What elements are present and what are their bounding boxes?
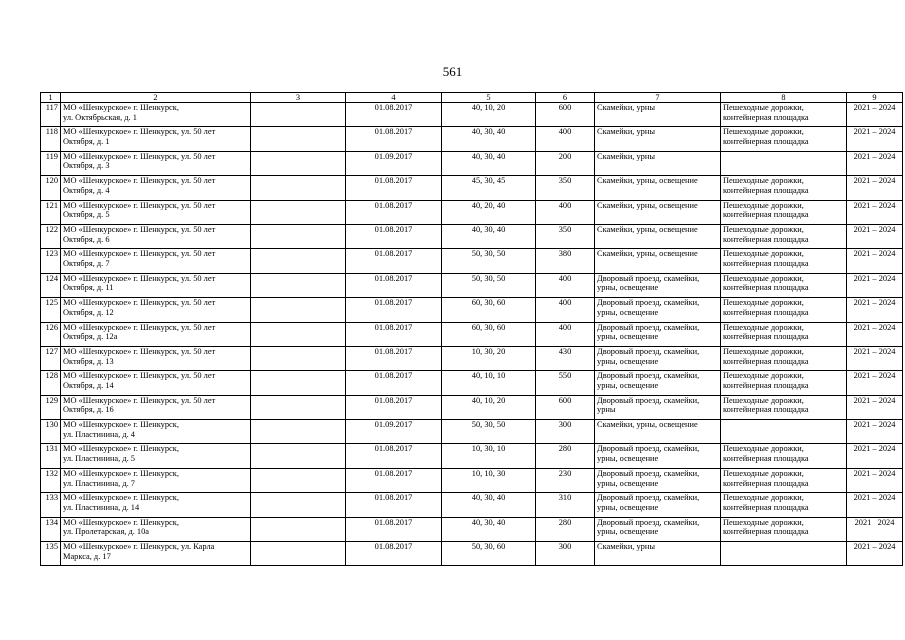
column-3-cell	[251, 542, 346, 566]
period-cell: 2021 – 2024	[847, 493, 903, 517]
table-row	[41, 493, 903, 517]
address-cell: МО «Шенкурское» г. Шенкурск, ул. 50 лет Октября, д. 16	[61, 395, 251, 419]
row-number-cell: 127	[41, 346, 61, 370]
column-3-cell	[251, 273, 346, 297]
date-cell: 01.08.2017	[346, 395, 442, 419]
date-cell: 01.08.2017	[346, 273, 442, 297]
table-row	[41, 468, 903, 492]
header-cell-4: 4	[346, 93, 442, 103]
table-row	[41, 273, 903, 297]
params-cell: 40, 30, 40	[442, 127, 536, 151]
params-cell: 40, 10, 20	[442, 103, 536, 127]
elements-cell: Дворовый проезд, скамейки, урны, освещение	[595, 322, 721, 346]
date-cell: 01.08.2017	[346, 249, 442, 273]
address-cell: МО «Шенкурское» г. Шенкурск, ул. Пролетарская, д. 10а	[61, 517, 251, 541]
row-number-cell: 121	[41, 200, 61, 224]
period-cell: 2021 – 2024	[847, 322, 903, 346]
period-cell: 2021 – 2024	[847, 151, 903, 175]
params-cell: 50, 30, 50	[442, 273, 536, 297]
area-cell: 400	[536, 200, 595, 224]
area-cell: 380	[536, 249, 595, 273]
params-cell: 50, 30, 50	[442, 249, 536, 273]
column-3-cell	[251, 395, 346, 419]
date-cell: 01.08.2017	[346, 542, 442, 566]
extra-elements-cell	[721, 542, 847, 566]
header-cell-6: 6	[536, 93, 595, 103]
date-cell: 01.09.2017	[346, 151, 442, 175]
row-number-cell: 126	[41, 322, 61, 346]
header-cell-7: 7	[595, 93, 721, 103]
elements-cell: Дворовый проезд, скамейки, урны, освещение	[595, 371, 721, 395]
params-cell: 40, 10, 20	[442, 395, 536, 419]
extra-elements-cell: Пешеходные дорожки, контейнерная площадка	[721, 176, 847, 200]
address-cell: МО «Шенкурское» г. Шенкурск, ул. Пластинина, д. 5	[61, 444, 251, 468]
area-cell: 400	[536, 127, 595, 151]
row-number-cell: 118	[41, 127, 61, 151]
elements-cell: Дворовый проезд, скамейки, урны, освещение	[595, 517, 721, 541]
table-row	[41, 127, 903, 151]
column-3-cell	[251, 493, 346, 517]
area-cell: 600	[536, 395, 595, 419]
row-number-cell: 122	[41, 224, 61, 248]
elements-cell: Дворовый проезд, скамейки, урны, освещение	[595, 298, 721, 322]
row-number-cell: 117	[41, 103, 61, 127]
period-cell: 2021 – 2024	[847, 224, 903, 248]
column-3-cell	[251, 346, 346, 370]
date-cell: 01.08.2017	[346, 322, 442, 346]
period-cell: 2021 2024	[847, 517, 903, 541]
extra-elements-cell: Пешеходные дорожки, контейнерная площадка	[721, 444, 847, 468]
area-cell: 350	[536, 176, 595, 200]
elements-cell: Дворовый проезд, скамейки, урны, освещение	[595, 493, 721, 517]
column-3-cell	[251, 127, 346, 151]
date-cell: 01.08.2017	[346, 517, 442, 541]
params-cell: 10, 30, 20	[442, 346, 536, 370]
header-cell-5: 5	[442, 93, 536, 103]
elements-cell: Скамейки, урны, освещение	[595, 249, 721, 273]
extra-elements-cell: Пешеходные дорожки, контейнерная площадка	[721, 273, 847, 297]
column-3-cell	[251, 468, 346, 492]
area-cell: 400	[536, 322, 595, 346]
date-cell: 01.09.2017	[346, 420, 442, 444]
elements-cell: Дворовый проезд, скамейки, урны	[595, 395, 721, 419]
area-cell: 350	[536, 224, 595, 248]
table-row	[41, 322, 903, 346]
extra-elements-cell: Пешеходные дорожки, контейнерная площадка	[721, 249, 847, 273]
table-row	[41, 200, 903, 224]
date-cell: 01.08.2017	[346, 468, 442, 492]
elements-cell: Скамейки, урны, освещение	[595, 200, 721, 224]
table-row	[41, 346, 903, 370]
column-3-cell	[251, 249, 346, 273]
table-row	[41, 395, 903, 419]
row-number-cell: 135	[41, 542, 61, 566]
period-cell: 2021 – 2024	[847, 103, 903, 127]
area-cell: 200	[536, 151, 595, 175]
extra-elements-cell: Пешеходные дорожки, контейнерная площадка	[721, 200, 847, 224]
date-cell: 01.08.2017	[346, 103, 442, 127]
area-cell: 280	[536, 517, 595, 541]
address-cell: МО «Шенкурское» г. Шенкурск, ул. 50 лет Октября, д. 4	[61, 176, 251, 200]
extra-elements-cell: Пешеходные дорожки, контейнерная площадка	[721, 224, 847, 248]
extra-elements-cell: Пешеходные дорожки, контейнерная площадка	[721, 298, 847, 322]
period-cell: 2021 – 2024	[847, 176, 903, 200]
column-3-cell	[251, 322, 346, 346]
params-cell: 45, 30, 45	[442, 176, 536, 200]
elements-cell: Скамейки, урны, освещение	[595, 176, 721, 200]
period-cell: 2021 – 2024	[847, 346, 903, 370]
row-number-cell: 123	[41, 249, 61, 273]
address-cell: МО «Шенкурское» г. Шенкурск, ул. 50 лет Октября, д. 6	[61, 224, 251, 248]
extra-elements-cell: Пешеходные дорожки, контейнерная площадка	[721, 346, 847, 370]
header-cell-2: 2	[61, 93, 251, 103]
period-cell: 2021 – 2024	[847, 444, 903, 468]
column-3-cell	[251, 224, 346, 248]
params-cell: 50, 30, 60	[442, 542, 536, 566]
address-cell: МО «Шенкурское» г. Шенкурск, ул. 50 лет Октября, д. 3	[61, 151, 251, 175]
row-number-cell: 130	[41, 420, 61, 444]
params-cell: 10, 10, 30	[442, 468, 536, 492]
date-cell: 01.08.2017	[346, 298, 442, 322]
row-number-cell: 134	[41, 517, 61, 541]
elements-cell: Дворовый проезд, скамейки, урны, освещение	[595, 346, 721, 370]
date-cell: 01.08.2017	[346, 224, 442, 248]
row-number-cell: 129	[41, 395, 61, 419]
row-number-cell: 133	[41, 493, 61, 517]
params-cell: 50, 30, 50	[442, 420, 536, 444]
address-cell: МО «Шенкурское» г. Шенкурск, ул. Карла Маркса, д. 17	[61, 542, 251, 566]
elements-cell: Дворовый проезд, скамейки, урны, освещение	[595, 273, 721, 297]
row-number-cell: 125	[41, 298, 61, 322]
period-cell: 2021 – 2024	[847, 371, 903, 395]
column-3-cell	[251, 176, 346, 200]
row-number-cell: 119	[41, 151, 61, 175]
address-cell: МО «Шенкурское» г. Шенкурск, ул. 50 лет Октября, д. 14	[61, 371, 251, 395]
address-cell: МО «Шенкурское» г. Шенкурск, ул. 50 лет Октября, д. 11	[61, 273, 251, 297]
area-cell: 400	[536, 298, 595, 322]
params-cell: 40, 30, 40	[442, 517, 536, 541]
date-cell: 01.08.2017	[346, 176, 442, 200]
date-cell: 01.08.2017	[346, 127, 442, 151]
date-cell: 01.08.2017	[346, 371, 442, 395]
table-row	[41, 444, 903, 468]
page-number: 561	[442, 64, 463, 79]
table-row	[41, 224, 903, 248]
table-row	[41, 249, 903, 273]
row-number-cell: 124	[41, 273, 61, 297]
table-row	[41, 542, 903, 566]
address-cell: МО «Шенкурское» г. Шенкурск, ул. Пластинина, д. 4	[61, 420, 251, 444]
elements-cell: Дворовый проезд, скамейки, урны, освещение	[595, 468, 721, 492]
params-cell: 40, 30, 40	[442, 493, 536, 517]
row-number-cell: 128	[41, 371, 61, 395]
header-cell-1: 1	[41, 93, 61, 103]
extra-elements-cell: Пешеходные дорожки, контейнерная площадка	[721, 468, 847, 492]
area-cell: 600	[536, 103, 595, 127]
extra-elements-cell: Пешеходные дорожки, контейнерная площадка	[721, 493, 847, 517]
column-3-cell	[251, 298, 346, 322]
params-cell: 40, 30, 40	[442, 151, 536, 175]
table-row	[41, 103, 903, 127]
period-cell: 2021 – 2024	[847, 200, 903, 224]
period-cell: 2021 – 2024	[847, 420, 903, 444]
column-3-cell	[251, 420, 346, 444]
elements-cell: Скамейки, урны	[595, 127, 721, 151]
elements-cell: Скамейки, урны	[595, 151, 721, 175]
column-3-cell	[251, 444, 346, 468]
extra-elements-cell	[721, 420, 847, 444]
extra-elements-cell	[721, 151, 847, 175]
header-row	[41, 93, 903, 103]
area-cell: 550	[536, 371, 595, 395]
extra-elements-cell: Пешеходные дорожки, контейнерная площадка	[721, 371, 847, 395]
period-cell: 2021 – 2024	[847, 542, 903, 566]
column-3-cell	[251, 371, 346, 395]
table-body	[41, 103, 903, 566]
area-cell: 300	[536, 542, 595, 566]
params-cell: 60, 30, 60	[442, 322, 536, 346]
period-cell: 2021 – 2024	[847, 298, 903, 322]
period-cell: 2021 – 2024	[847, 249, 903, 273]
elements-cell: Скамейки, урны, освещение	[595, 420, 721, 444]
address-cell: МО «Шенкурское» г. Шенкурск, ул. Пластинина, д. 14	[61, 493, 251, 517]
elements-cell: Скамейки, урны, освещение	[595, 224, 721, 248]
area-cell: 400	[536, 273, 595, 297]
extra-elements-cell: Пешеходные дорожки, контейнерная площадка	[721, 103, 847, 127]
period-cell: 2021 – 2024	[847, 468, 903, 492]
column-3-cell	[251, 103, 346, 127]
area-cell: 310	[536, 493, 595, 517]
date-cell: 01.08.2017	[346, 346, 442, 370]
column-3-cell	[251, 200, 346, 224]
elements-cell: Скамейки, урны	[595, 542, 721, 566]
column-3-cell	[251, 517, 346, 541]
period-cell: 2021 – 2024	[847, 127, 903, 151]
column-3-cell	[251, 151, 346, 175]
header-cell-9: 9	[847, 93, 903, 103]
table-row	[41, 151, 903, 175]
extra-elements-cell: Пешеходные дорожки, контейнерная площадка	[721, 395, 847, 419]
elements-cell: Скамейки, урны	[595, 103, 721, 127]
params-cell: 60, 30, 60	[442, 298, 536, 322]
table-row	[41, 420, 903, 444]
row-number-cell: 131	[41, 444, 61, 468]
row-number-cell: 132	[41, 468, 61, 492]
params-cell: 40, 20, 40	[442, 200, 536, 224]
address-cell: МО «Шенкурское» г. Шенкурск, ул. 50 лет Октября, д. 1	[61, 127, 251, 151]
address-cell: МО «Шенкурское» г. Шенкурск, ул. 50 лет Октября, д. 12	[61, 298, 251, 322]
data-table	[40, 92, 903, 566]
area-cell: 280	[536, 444, 595, 468]
date-cell: 01.08.2017	[346, 444, 442, 468]
date-cell: 01.08.2017	[346, 493, 442, 517]
date-cell: 01.08.2017	[346, 200, 442, 224]
extra-elements-cell: Пешеходные дорожки, контейнерная площадка	[721, 127, 847, 151]
params-cell: 40, 10, 10	[442, 371, 536, 395]
address-cell: МО «Шенкурское» г. Шенкурск, ул. 50 лет Октября, д. 13	[61, 346, 251, 370]
header-cell-3: 3	[251, 93, 346, 103]
period-cell: 2021 – 2024	[847, 395, 903, 419]
extra-elements-cell: Пешеходные дорожки, контейнерная площадка	[721, 517, 847, 541]
address-cell: МО «Шенкурское» г. Шенкурск, ул. 50 лет Октября, д. 5	[61, 200, 251, 224]
params-cell: 40, 30, 40	[442, 224, 536, 248]
extra-elements-cell: Пешеходные дорожки, контейнерная площадка	[721, 322, 847, 346]
address-cell: МО «Шенкурское» г. Шенкурск, ул. 50 лет Октября, д. 7	[61, 249, 251, 273]
address-cell: МО «Шенкурское» г. Шенкурск, ул. Пластинина, д. 7	[61, 468, 251, 492]
address-cell: МО «Шенкурское» г. Шенкурск, ул. 50 лет Октября, д. 12а	[61, 322, 251, 346]
area-cell: 430	[536, 346, 595, 370]
table-row	[41, 371, 903, 395]
params-cell: 10, 30, 10	[442, 444, 536, 468]
table-row	[41, 176, 903, 200]
table-row	[41, 517, 903, 541]
elements-cell: Дворовый проезд, скамейки, урны, освещение	[595, 444, 721, 468]
area-cell: 300	[536, 420, 595, 444]
header-cell-8: 8	[721, 93, 847, 103]
table-row	[41, 298, 903, 322]
period-cell: 2021 – 2024	[847, 273, 903, 297]
area-cell: 230	[536, 468, 595, 492]
address-cell: МО «Шенкурское» г. Шенкурск, ул. Октябрьская, д. 1	[61, 103, 251, 127]
row-number-cell: 120	[41, 176, 61, 200]
